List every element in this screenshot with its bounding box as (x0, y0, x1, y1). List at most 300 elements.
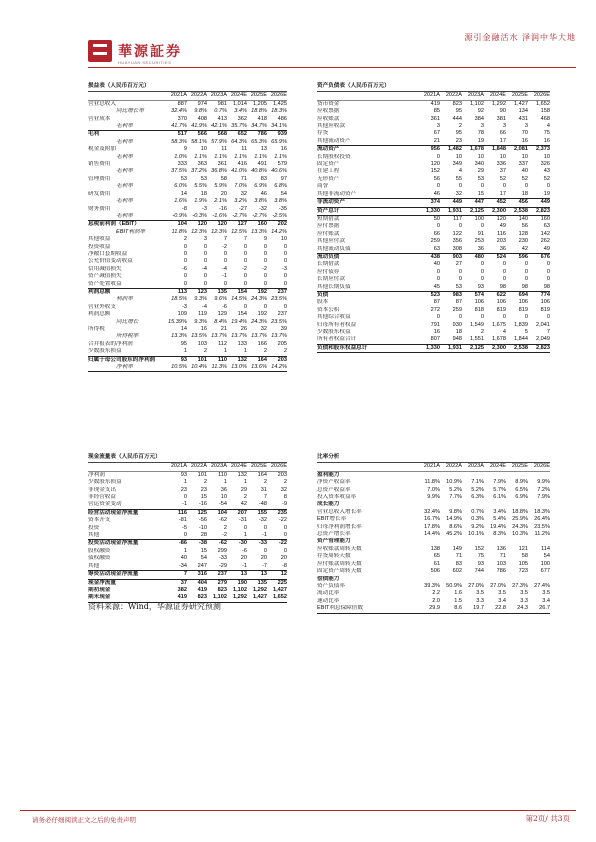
row-label: 其他 (88, 562, 100, 569)
cell-value: -27 (238, 205, 247, 212)
cell-value: 1,427 (253, 594, 267, 601)
row-label: 资产负债率 (317, 582, 345, 589)
row-label: 利润总额 (88, 311, 111, 318)
cell-value: 11.2% (534, 531, 550, 538)
table-row (317, 168, 550, 175)
cell-value: 13.0% (231, 364, 247, 371)
cell-value: -34 (178, 562, 187, 569)
cell-value: -2.7% (252, 212, 267, 219)
year-header: 2026E (270, 92, 287, 99)
row-label: 速动比率 (317, 597, 340, 604)
cell-value: 0.3% (471, 516, 484, 523)
cell-value: 807 (430, 336, 440, 343)
cell-value: 0 (283, 303, 287, 310)
cell-value: 9.8% (194, 108, 207, 115)
company-name: 華源証券 (118, 44, 182, 60)
cell-value: 54 (280, 190, 287, 197)
cash-flow-table (88, 454, 287, 603)
cell-value: 5.2% (471, 486, 484, 493)
cell-value: 0 (480, 223, 484, 230)
table-row (88, 555, 287, 562)
row-label: 其他非流动资产 (317, 190, 357, 197)
cell-value: 456 (518, 199, 528, 206)
cell-value: 101 (197, 356, 207, 363)
cell-value: 19.4% (490, 523, 506, 530)
cell-value: -0.9% (172, 212, 187, 219)
cell-value: 58.1% (191, 138, 207, 145)
cell-value (418, 472, 440, 479)
row-label: EBIT利润率 (116, 228, 146, 235)
cell-value: 20 (280, 555, 287, 562)
table-row (317, 314, 550, 321)
table-row (88, 333, 287, 340)
row-label: 流动比率 (317, 590, 340, 597)
table-row (88, 525, 287, 532)
cell-value: 71 (455, 553, 462, 560)
cell-value: 0 (243, 258, 247, 265)
row-label: 存货 (317, 130, 329, 137)
cell-value: 2 (283, 479, 287, 486)
cell-value: 3.4 (542, 597, 550, 604)
cell-value: 106 (518, 299, 528, 306)
cell-value: 112 (218, 340, 227, 347)
row-label: 营业外收支 (88, 303, 116, 310)
year-header-row (317, 92, 550, 100)
row-label: 总资产收益率 (317, 486, 351, 493)
row-label: 归母所有者权益 (317, 321, 357, 328)
cell-value: 23.5% (534, 523, 550, 530)
cell-value: 125 (197, 509, 207, 516)
cell-value: 0 (263, 243, 267, 250)
table-row (88, 472, 287, 479)
cell-value (484, 501, 506, 508)
table-row (317, 501, 550, 508)
cell-value: 0 (223, 250, 227, 257)
cell-value: 19.4% (231, 318, 247, 325)
cell-value: 1.6% (174, 198, 187, 205)
cell-value: 468 (540, 115, 550, 122)
cell-value (462, 472, 484, 479)
cell-value: 190 (237, 579, 247, 586)
cell-value: 237 (277, 288, 287, 295)
cell-value: 823 (197, 594, 207, 601)
table-row (88, 229, 287, 236)
cell-value: 5 (524, 329, 528, 335)
table-row (317, 284, 550, 292)
cell-value: 23.5% (271, 296, 287, 303)
table-row (317, 605, 550, 613)
table-row (88, 244, 287, 251)
table-row (88, 161, 287, 168)
cell-value: -35 (278, 205, 287, 212)
cell-value: 0 (546, 183, 550, 190)
cell-value: 53 (477, 175, 484, 182)
cell-value: 237 (217, 571, 227, 578)
row-label: 在建工程 (317, 168, 340, 175)
cell-value: 9.2% (471, 523, 484, 530)
row-label: 毛利率 (116, 153, 133, 160)
cell-value (484, 576, 506, 583)
cell-value: 13.7% (231, 333, 247, 340)
cell-value: 10 (280, 236, 287, 243)
cell-value: 0 (203, 258, 207, 265)
cell-value: 16.7% (424, 516, 440, 523)
cell-value: 1.1% (234, 153, 247, 160)
cell-value: 0 (283, 250, 287, 257)
cell-value: 8.6% (449, 523, 462, 530)
cell-value: 2 (223, 524, 227, 531)
cell-value: 98 (499, 283, 506, 290)
cell-value: 57.9% (211, 138, 227, 145)
cell-value: 2,373 (536, 146, 550, 153)
row-label: 应付票据 (317, 223, 340, 230)
cell-value: 16 (200, 326, 207, 332)
table-row (88, 258, 287, 265)
cell-value: 9.3% (194, 318, 207, 325)
table-row (88, 517, 287, 524)
cell-value: 1,427 (514, 100, 528, 107)
row-label: 盈利能力 (317, 471, 340, 478)
cell-value: 70 (521, 130, 528, 137)
cell-value: 2,823 (536, 344, 550, 351)
cell-value: 4 (546, 123, 550, 130)
cell-value: 0 (243, 243, 247, 250)
cell-value: 774 (540, 291, 550, 298)
cell-value: 32.4% (171, 108, 187, 115)
table-row (88, 540, 287, 547)
cell-value: 120 (430, 161, 440, 168)
table-row (317, 292, 550, 299)
cell-value: 92 (477, 108, 484, 115)
cell-value: 56 (433, 175, 440, 182)
cell-value: 114 (541, 545, 550, 552)
cell-value: 203 (496, 238, 506, 245)
cell-value: 939 (277, 131, 287, 138)
cell-value: 32 (455, 190, 462, 197)
table-row (88, 326, 287, 333)
cell-value: 677 (540, 568, 550, 575)
cell-value: 13.5% (191, 333, 207, 340)
row-label: 所得税率 (116, 333, 139, 340)
cell-value: 42 (521, 245, 528, 252)
cell-value: 98 (543, 283, 550, 290)
cell-value: 1.1% (194, 153, 207, 160)
cell-value: -0.3% (192, 212, 207, 219)
table-row (88, 348, 287, 356)
cell-value: 1 (243, 532, 247, 539)
cell-value: 21 (220, 326, 227, 332)
table-row (317, 130, 550, 137)
cell-value: 50.9% (446, 582, 462, 589)
row-label: 息税前利润（EBIT） (88, 221, 140, 228)
cell-value: 1,427 (273, 586, 287, 593)
cell-value: 6.3% (471, 494, 484, 501)
row-label: 毛利率 (116, 168, 133, 175)
cell-value: 1,678 (470, 146, 484, 153)
cell-value: 506 (430, 568, 440, 575)
row-label: 销售费用 (88, 161, 111, 168)
cell-value: 0 (546, 314, 550, 321)
cell-value: 1 (223, 479, 227, 486)
cell-value: 16 (280, 146, 287, 153)
cell-value: -22 (278, 517, 287, 524)
table-row (317, 531, 550, 538)
cell-value: 2,081 (514, 146, 528, 153)
table-row (317, 199, 550, 207)
cell-value: 0 (263, 258, 267, 265)
cell-value: 106 (496, 299, 506, 306)
cell-value: 128 (518, 230, 528, 237)
cell-value: 40.6% (271, 168, 287, 175)
cell-value: 53 (455, 283, 462, 290)
table-row (88, 296, 287, 303)
row-label: EBIT增长率 (317, 516, 347, 523)
cell-value: 103 (496, 560, 506, 567)
cell-value: 3 (480, 123, 484, 130)
table-row (317, 590, 550, 597)
cell-value: 0 (263, 250, 267, 257)
table-row (88, 154, 287, 161)
cell-value: 75 (543, 130, 550, 137)
cell-value: 93 (477, 560, 484, 567)
cell-value: 164 (257, 471, 267, 478)
row-label: 期初现金 (88, 586, 111, 593)
cell-value: 2.1% (214, 198, 227, 205)
row-label: 净利率 (116, 364, 133, 371)
cell-value: 262 (540, 238, 550, 245)
row-label: 总资产增长率 (317, 531, 351, 538)
table-row (317, 509, 550, 516)
cell-value: 65.9% (271, 138, 287, 145)
cell-value: 1,330 (426, 207, 440, 214)
cell-value: 384 (474, 115, 484, 122)
cell-value: 253 (474, 238, 484, 245)
cell-value: 160 (257, 221, 267, 228)
cell-value: 24.3% (251, 296, 267, 303)
cell-value: -22 (278, 540, 287, 547)
cell-value: 155 (257, 509, 267, 516)
table-row (88, 580, 287, 587)
cell-value: 134 (518, 108, 528, 115)
cell-value: 13.3% (251, 228, 267, 235)
cell-value: 104 (217, 509, 227, 516)
cell-value: 34.7% (251, 123, 267, 130)
cell-value: 0 (223, 280, 227, 287)
year-header: 2026E (533, 463, 550, 470)
cell-value: 40.8% (251, 168, 267, 175)
cell-value: 205 (277, 340, 287, 347)
cell-value: 116 (497, 230, 506, 237)
cell-value (528, 501, 550, 508)
cell-value: 5.9% (214, 183, 227, 190)
table-row (317, 176, 550, 183)
row-label: 股本 (317, 299, 329, 306)
table-row (317, 123, 550, 130)
cell-value: 1.1% (274, 153, 287, 160)
cell-value: 52 (499, 175, 506, 182)
cell-value: 18.5% (171, 296, 187, 303)
cell-value: 40 (433, 261, 440, 268)
row-label: 同比增长率 (116, 108, 144, 115)
row-label: 应收账款周转天数 (317, 545, 362, 552)
cell-value (506, 472, 528, 479)
company-logo (88, 40, 182, 65)
cell-value: 11 (241, 146, 247, 153)
year-header: 2021A (423, 463, 440, 470)
cell-value: 14.2% (271, 228, 287, 235)
header-divider (88, 67, 576, 68)
cell-value: 1,102 (233, 586, 247, 593)
cell-value: -6 (242, 547, 247, 554)
cell-value: -16 (198, 501, 207, 508)
cell-value: 166 (257, 340, 267, 347)
row-label: 毛利率 (116, 123, 133, 130)
row-label: 长期股权投资 (317, 153, 351, 160)
cell-value: 87 (455, 299, 462, 306)
cell-value: 6.1% (493, 494, 506, 501)
cell-value: 6.8% (274, 183, 287, 190)
cell-value: 2,300 (492, 344, 506, 351)
cell-value: 340 (474, 161, 484, 168)
cell-value: 9.9% (427, 494, 440, 501)
year-header: 2024E (489, 92, 506, 99)
ratio-analysis-table (317, 454, 550, 614)
cell-value: -9 (282, 501, 287, 508)
cell-value: 98 (521, 283, 528, 290)
table-row (88, 510, 287, 517)
cell-value: 0 (458, 183, 462, 190)
table-row (317, 138, 550, 146)
cell-value: 123 (197, 288, 207, 295)
cell-value: 523 (430, 291, 440, 298)
cell-value: 3.5 (476, 590, 484, 597)
row-label: 固定资产 (317, 161, 340, 168)
cell-value: 6.0% (174, 183, 187, 190)
row-label: 债权融资 (88, 555, 111, 562)
row-label: 其他收益 (88, 236, 111, 243)
row-label: 资产减值损失 (88, 273, 122, 280)
cell-value: 0 (480, 314, 484, 321)
cell-value (506, 501, 528, 508)
row-label: 其他应付款 (317, 238, 345, 245)
year-header: 2023A (467, 92, 484, 99)
row-label: 营业总收入 (88, 100, 116, 107)
cell-value: 3.4 (498, 597, 506, 604)
cell-value: 28 (200, 532, 207, 539)
cell-value: 27.0% (468, 582, 484, 589)
row-label: 归母净利润增长率 (317, 523, 362, 530)
cell-value: 29 (477, 168, 484, 175)
row-label: 货币资金 (317, 100, 340, 107)
cell-value: 8.9% (515, 479, 528, 486)
row-label: 应付债券 (317, 268, 340, 275)
cell-value: 49 (499, 223, 506, 230)
cell-value: 1,482 (448, 146, 462, 153)
cell-value: 8 (283, 494, 287, 501)
cell-value: 23.5% (271, 318, 287, 325)
table-row (88, 168, 287, 175)
cell-value: 15 (200, 547, 207, 554)
cell-value: 104 (177, 221, 187, 228)
cell-value: 2 (263, 348, 267, 355)
table-row (88, 273, 287, 280)
table-row (317, 208, 550, 216)
cell-value: 36 (499, 245, 506, 252)
cell-value: 1,102 (470, 100, 484, 107)
cell-value: 1,678 (492, 336, 506, 343)
cell-value: 110 (218, 471, 227, 478)
cell-value: 3.3 (520, 597, 528, 604)
cell-value (528, 472, 550, 479)
slogan: 源引金融活水 泽润中华大地 (464, 33, 576, 42)
cell-value: 723 (518, 568, 528, 575)
cell-value: 0 (263, 273, 267, 280)
cell-value: 120 (217, 221, 227, 228)
cell-value: 10 (543, 153, 550, 160)
table-row (88, 198, 287, 205)
cell-value: 1,330 (426, 344, 440, 351)
cell-value: 32 (240, 190, 247, 197)
cell-value: -7 (262, 562, 267, 569)
cell-value: -10 (198, 524, 207, 531)
cell-value: 40 (180, 555, 187, 562)
year-header: 2026E (270, 463, 287, 470)
cell-value: 53 (180, 175, 187, 182)
row-label: 投资活动现金净流量 (88, 540, 139, 547)
cell-value: 3.2% (234, 198, 247, 205)
cell-value: 39.3% (424, 582, 440, 589)
cell-value: 136 (496, 545, 506, 552)
table-row (88, 101, 287, 108)
table-row (88, 304, 287, 311)
cell-value (506, 576, 528, 583)
cell-value: 7.9% (493, 479, 506, 486)
cell-value: 43 (543, 168, 550, 175)
cell-value: 27.4% (534, 582, 550, 589)
cell-value: 1.1% (214, 153, 227, 160)
cell-value: 24.3 (517, 605, 528, 612)
cell-value: -6 (182, 265, 187, 272)
cell-value: 0 (183, 532, 187, 539)
table-row (317, 276, 550, 283)
year-header-row (317, 463, 550, 471)
cell-value: -48 (258, 501, 267, 508)
cell-value: 0 (524, 183, 528, 190)
cell-value: 0 (203, 273, 207, 280)
cell-value: 225 (277, 579, 287, 586)
table-title: 资产负债表（人民币百万元） (317, 83, 550, 92)
table-row (88, 183, 287, 190)
table-row (317, 161, 550, 168)
cell-value: 272 (430, 306, 440, 313)
cell-value: 9.9% (537, 479, 550, 486)
cell-value: 18 (200, 190, 207, 197)
cell-value: 37 (180, 579, 187, 586)
cell-value: 1 (183, 479, 187, 486)
cell-value: 46 (260, 190, 267, 197)
cell-value: 786 (496, 568, 506, 575)
table-row (317, 183, 550, 190)
cell-value: 983 (452, 291, 462, 298)
cell-value: 12.3% (211, 228, 227, 235)
cell-value: 0 (243, 280, 247, 287)
page-header (0, 0, 596, 70)
disclaimer-text: 请务必仔细阅读正文之后的免责声明 (32, 816, 136, 824)
table-row (317, 231, 550, 238)
cell-value: 0 (183, 273, 187, 280)
year-header: 2022A (445, 92, 462, 99)
cell-value: 119 (198, 311, 207, 318)
